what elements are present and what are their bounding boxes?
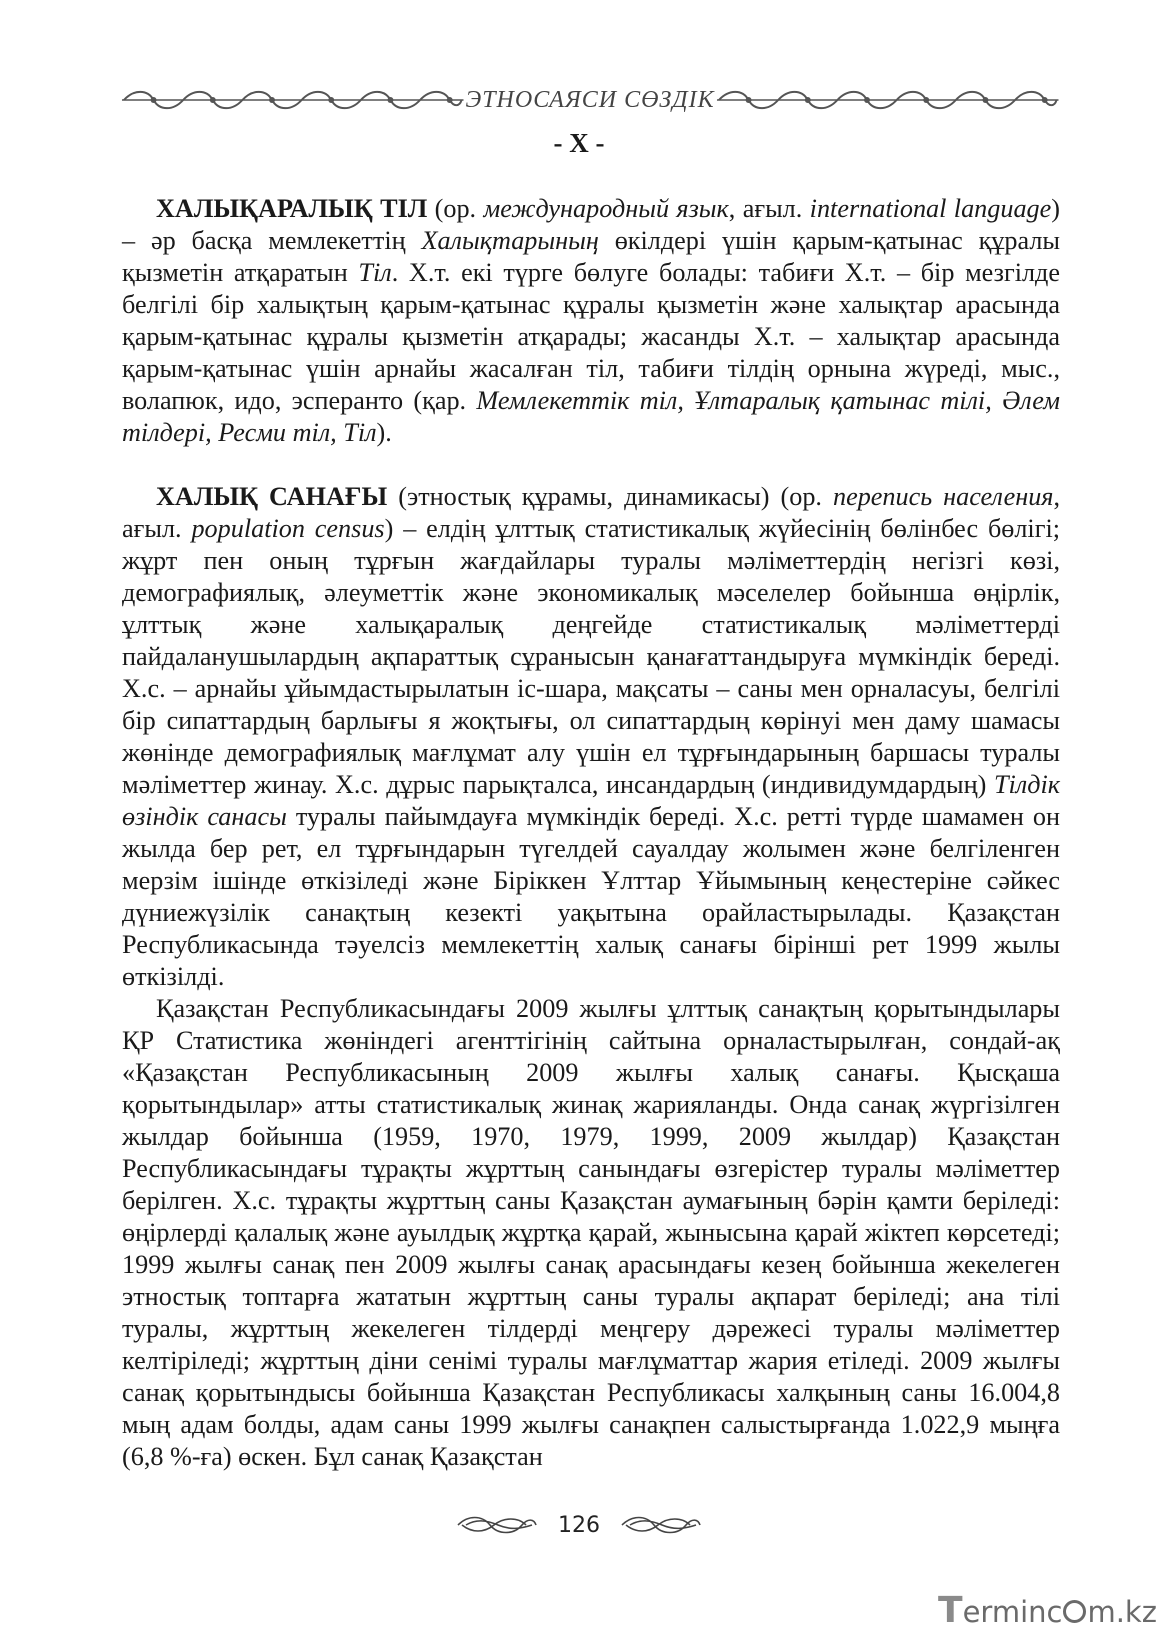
- entry-text: туралы пайымдауға мүмкіндік береді. Х.с. ретті түрде шамамен он жылда бер рет, ел тұрғындарын түгелдей сауалдау жолымен және белгіленген мерзім ішінде өткізіледі және Біріккен Ұлттар Ұйымының кеңестеріне сәйкес дүниежүзілік санақтың кезекті уақытына орайластырылады. Қазақстан Республикасында тәуелсіз мемлекеттің халық санағы бірінші рет 1999 жылы өткізілді.: [122, 802, 1060, 991]
- entry-continuation: Қазақстан Республикасындағы 2009 жылғы ұлттық санақтың қорытындылары ҚР Статистика жөніндегі агенттігінің сайтына орналастырылған, сондай-ақ «Қазақстан Республикасының 2009 жылғы халық санағы. Қысқаша қорытындылар» атты статистикалық жинақ жарияланды. Онда санақ жүргізілген жылдар бойынша (1959, 1970, 1979, 1999, 2009 жылдар) Қазақстан Республикасындағы тұрақты жұрттың санындағы өзгерістер туралы мәліметтер берілген. Х.с. тұрақты жұрттың саны Қазақстан аумағының бәрін қамти беріледі: өңірлерді қалалық және ауылдық жұртқа қарай, жынысына қарай жіктеп көрсетеді; 1999 жылғы санақ пен 2009 жылғы санақ арасындағы кезең бойынша жекелеген этностық топтарға жататын жұрттың саны туралы ақпарат беріледі; ана тілі туралы, жұрттың жекелеген тілдерді меңгеру дәрежесі туралы мәліметтер келтіріледі; жұрттың діни сенімі туралы мағлұматтар жария етіледі. 2009 жылғы санақ қорытындысы бойынша Қазақстан Республикасы халқының саны 16.004,8 мың адам болды, адам саны 1999 жылғы санақпен салыстырғанда 1.022,9 мыңға (6,8 %-ға) өскен. Бұл санақ Қазақстан: [122, 994, 1060, 1471]
- entry-text: (ор.: [427, 194, 484, 223]
- header-title: ЭТНОСАЯСИ СӨЗДІК: [465, 86, 715, 113]
- entry-text-italic: Халықтарының: [421, 226, 599, 255]
- watermark-o-icon: [1063, 1600, 1086, 1623]
- entry-text-italic: international language: [809, 194, 1052, 223]
- entry-text: өкілдері үшін қарым-қатынас құралы қызметін атқаратын: [122, 226, 1060, 287]
- entry-text: . Х.т. екі түрге бөлуге болады: табиғи Х.т. – бір мезгілде белгілі бір халықтың қарым-қатынас құралы қызметін және халықтар арасында қарым-қатынас құралы қызметін атқарады; жасанды Х.т. – халықтар арасында қарым-қатынас үшін арнайы жасалған тіл, табиғи тілдің орнына жүреді, мыс., волапюк, идо, эсперанто (қар.: [122, 258, 1060, 415]
- dictionary-content: [122, 193, 1060, 1473]
- entry-text: , ағыл.: [728, 194, 810, 223]
- entry-text: (этностық құрамы, динамикасы) (ор.: [387, 482, 833, 511]
- watermark-logo-t: T: [938, 1590, 963, 1631]
- entry-text: ).: [376, 418, 392, 447]
- cross-reference: Мемлекеттік тіл, Ұлтаралық қатынас тілі, Әлем тілдері, Ресми тіл, Тіл: [122, 386, 1060, 447]
- entry-term: ХАЛЫҚ САНАҒЫ: [156, 482, 388, 511]
- watermark-text: erminc: [962, 1595, 1063, 1629]
- watermark: [938, 1590, 1157, 1631]
- entry-text-italic: международный язык: [483, 194, 729, 223]
- cross-reference: Тілдік өзіндік санасы: [122, 770, 1060, 831]
- dictionary-entry: [122, 481, 1060, 993]
- ornament-right-icon: [715, 87, 1060, 113]
- page-number: 126: [558, 1512, 600, 1538]
- ornament-left-icon: [120, 87, 465, 113]
- swirl-left-icon: [456, 1515, 538, 1535]
- entry-text-italic: перепись населения: [833, 482, 1054, 511]
- entry-text: ) – елдің ұлттық статистикалық жүйесінің бөлінбес бөлігі; жұрт пен оның тұрғын жағдайлары туралы мәліметтердің негізгі көзі, демографиялық, әлеуметтік және экономикалық мәселелер бойынша өңірлік, ұлттық және халықаралық деңгейде статистикалық мәліметтерді пайдаланушылардың ақпараттық сұранысын қанағаттандыруға мүмкіндік береді. Х.с. – арнайы ұйымдастырылатын іс-шара, мақсаты – саны мен орналасуы, белгілі бір сипаттардың барлығы я жоқтығы, ол сипаттардың көрінуі мен даму шамасы жөнінде демографиялық мағлұмат алу үшін ел тұрғындарының баршасы туралы мәліметтер жинау. Х.с. дұрыс парықталса, инсандардың (индивидумдардың): [122, 514, 1060, 799]
- page-footer: [0, 1510, 1158, 1540]
- watermark-text: m.kz: [1087, 1595, 1157, 1629]
- entry-term: ХАЛЫҚАРАЛЫҚ ТІЛ: [156, 194, 428, 223]
- swirl-right-icon: [620, 1515, 702, 1535]
- section-letter: - Х -: [553, 128, 605, 158]
- entry-text: ) – әр басқа мемлекеттің: [122, 194, 1060, 255]
- running-header: [120, 86, 1060, 114]
- entry-text: , ағыл.: [122, 482, 1061, 543]
- entry-text-italic: Тіл: [358, 258, 392, 287]
- entry-text-italic: population census: [191, 514, 385, 543]
- dictionary-entry: [122, 193, 1060, 449]
